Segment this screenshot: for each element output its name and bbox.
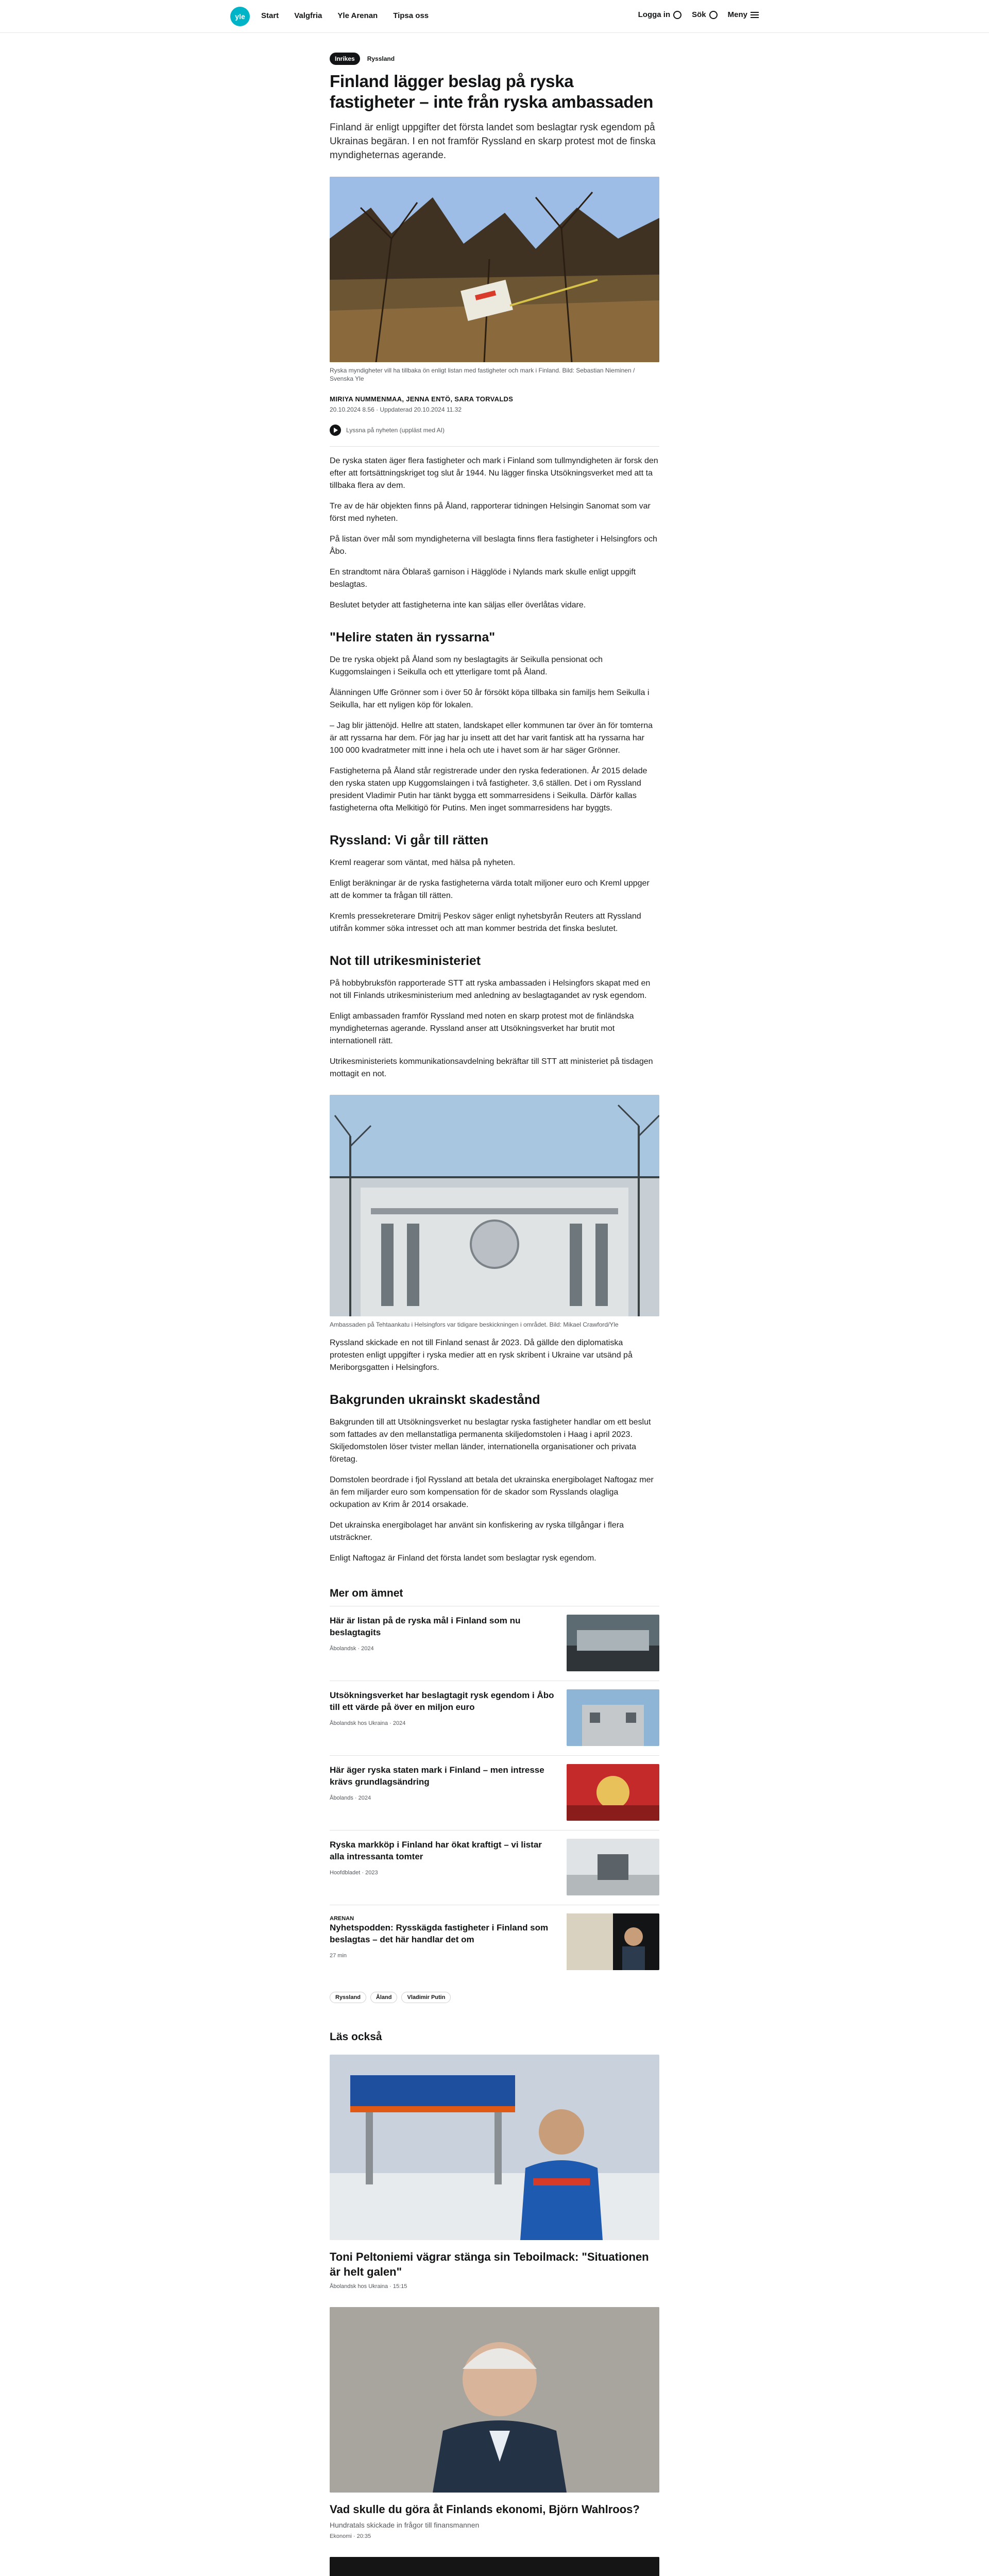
body-paragraph: Enligt Naftogaz är Finland det första landet som beslagtar rysk egendom. (330, 1554, 596, 1563)
body-paragraph: De ryska staten äger flera fastigheter och mark i Finland som tullmyndigheten är forsk den efter att fortsättningskriget tog slut år 1944. Nu lägger finska Utsökningsverket med att ta tillbaka flera av dem. (330, 456, 658, 490)
body-paragraph: Utrikesministeriets kommunikationsavdelning bekräftar till STT att ministeriet på tisdagen mottagit en not. (330, 1057, 653, 1078)
tag-inrikes[interactable]: Inrikes (330, 53, 360, 65)
hero-image (330, 177, 659, 362)
body-paragraph: Beslutet betyder att fastigheterna inte kan säljas eller överlåtas vidare. (330, 601, 586, 609)
more-item-meta: Åbolandsk · 2024 (330, 1646, 374, 1652)
more-item-title[interactable]: Ryska markköp i Finland har ökat kraftigt – vi listar alla intressanta tomter (330, 1840, 542, 1861)
listen-label: Lyssna på nyheten (uppläst med AI) (346, 427, 445, 434)
nav-valgfria[interactable]: Valgfria (294, 11, 322, 20)
more-item-title[interactable]: Här äger ryska staten mark i Finland – men intresse krävs grundlagsändring (330, 1765, 544, 1787)
subheading: "Helire staten än ryssarna" (330, 630, 496, 645)
body-paragraph: Ålänningen Uffe Grönner som i över 50 år försökt köpa tillbaka sin familjs hem Seikulla i Seikulla, har ett nyligen köp för lokalen. (330, 688, 650, 709)
body-paragraph: Fastigheterna på Åland står registrerade under den ryska federationen. År 2015 delade den ryska staten upp Kuggomslaingen i två fastigheter. 3,6 ställen. Det i om Ryssland president Vladimir Putin har tänkt bygga ett sommarresidens i Seikulla. Därför kallas fastigheterna ofta Melkitigö för Putins. Men inget sommarresidens har byggts. (330, 767, 647, 812)
more-item-image[interactable] (567, 1839, 659, 1895)
hero-caption: Ryska myndigheter vill ha tillbaka ön enligt listan med fastigheter och mark i Finland. Bild: Sebastian Nieminen / Svenska Yle (330, 367, 635, 382)
body-paragraph: På hobbybruksfön rapporterade STT att ryska ambassaden i Helsingfors skapat med en not till Finlands utrikesministerium med anledning av beslagtagandet av rysk egendom. (330, 979, 651, 1000)
subheading: Bakgrunden ukrainskt skadestånd (330, 1393, 540, 1407)
body-paragraph: Enligt ambassaden framför Ryssland med noten en skarp protest mot de finländska myndigheternas agerande. Ryssland anser att Utsökningsverket har brutit mot internationell rätt. (330, 1012, 634, 1045)
user-icon (673, 11, 681, 19)
big-card[interactable] (330, 2557, 659, 2576)
big-card[interactable] (330, 2055, 659, 2290)
hamburger-icon (751, 12, 759, 18)
divider (330, 446, 659, 447)
big-card-image[interactable] (330, 2557, 659, 2576)
body-paragraph: Tre av de här objekten finns på Åland, rapporterar tidningen Helsingin Sanomat som var först med nyheten. (330, 502, 651, 523)
more-item-meta: Hoofdbladet · 2023 (330, 1870, 378, 1876)
subheading: Ryssland: Vi går till rätten (330, 833, 488, 848)
article-dates: 20.10.2024 8.56 · Uppdaterad 20.10.2024 11.32 (330, 406, 462, 413)
body-paragraph: Det ukrainska energibolaget har använt sin konfiskering av ryska tillgångar i flera utsträckner. (330, 1521, 624, 1542)
chip-aland[interactable]: Åland (370, 1992, 398, 2003)
listen-button[interactable] (330, 425, 659, 436)
areena-item[interactable] (330, 1905, 659, 1979)
header-actions (638, 10, 759, 19)
more-section-title: Mer om ämnet (330, 1587, 403, 1599)
big-card-image[interactable] (330, 2307, 659, 2493)
embassy-image (330, 1095, 659, 1316)
big-card-image[interactable] (330, 2055, 659, 2240)
big-card-meta: Åbolandsk hos Ukraina · 15:15 (330, 2283, 407, 2290)
topic-chips (330, 1992, 659, 2003)
big-card[interactable] (330, 2307, 659, 2539)
big-card-meta: Ekonomi · 20:35 (330, 2533, 371, 2539)
article-title: Finland lägger beslag på ryska fastigheter – inte från ryska ambassaden (330, 72, 654, 111)
search-button[interactable]: Sök (692, 10, 718, 19)
body-paragraph: Enligt beräkningar är de ryska fastigheterna värda totalt miljoner euro och Kreml uppger att de kommer ta frågan till rätten. (330, 879, 650, 900)
article-authors[interactable]: MIRIYA NUMMENMAA, JENNA ENTÖ, SARA TORVALDS (330, 395, 514, 403)
nav-tipsa[interactable]: Tipsa oss (393, 11, 429, 20)
big-card-title[interactable]: Toni Peltoniemi vägrar stänga sin Teboilmack: "Situationen är helt galen" (330, 2250, 649, 2278)
body-paragraph: På listan över mål som myndigheterna vill beslagta finns flera fastigheter i Helsingfors och Åbo. (330, 535, 657, 556)
more-item[interactable] (330, 1830, 659, 1905)
more-item[interactable] (330, 1681, 659, 1755)
login-button[interactable]: Logga in (638, 10, 682, 19)
yle-logo[interactable]: yle (230, 7, 250, 26)
main-nav (261, 11, 429, 20)
chip-putin[interactable]: Vladimir Putin (401, 1992, 451, 2003)
nav-arenan[interactable]: Yle Arenan (337, 11, 378, 20)
body-paragraph: En strandtomt nära Öblaraš garnison i Hägglöde i Nylands mark skulle enligt uppgift beslagtas. (330, 568, 636, 589)
article-tags (330, 53, 659, 65)
play-icon (330, 425, 341, 436)
menu-button[interactable]: Meny (728, 10, 759, 19)
more-item[interactable] (330, 1606, 659, 1681)
big-card-subtitle: Hundratals skickade in frågor till finansmannen (330, 2521, 480, 2529)
tag-ryssland[interactable]: Ryssland (367, 55, 395, 62)
subheading: Not till utrikesministeriet (330, 954, 481, 968)
chip-ryssland[interactable]: Ryssland (330, 1992, 366, 2003)
body-paragraph: Ryssland skickade en not till Finland senast år 2023. Då gällde den diplomatiska protesten enligt uppgifter i ryska medier att en rysk skribent i Ukraine var utsänd på Meriborgsgatten i Helsingfors. (330, 1338, 633, 1372)
areena-label: ARENAN (330, 1916, 354, 1922)
more-item[interactable] (330, 1755, 659, 1830)
more-item-image[interactable] (567, 1764, 659, 1821)
body-paragraph: Bakgrunden till att Utsökningsverket nu beslagtar ryska fastigheter handlar om ett beslut som fattades av den mellanstatliga permanenta skiljedomstolen i Haag i april 2023. Skiljedomstolen löser tvister mellan länder, internationella organisationer och privata företag. (330, 1418, 651, 1464)
search-icon (709, 11, 718, 19)
also-section-title: Läs också (330, 2031, 382, 2043)
body-paragraph: Kreml reagerar som väntat, med hälsa på nyheten. (330, 858, 516, 867)
body-paragraph: Domstolen beordrade i fjol Ryssland att betala det ukrainska energibolaget Naftogaz mer än fem miljarder euro som kompensation för de skador som Rysslands olagliga ockupation av Krim år 2014 orsakade. (330, 1476, 654, 1509)
body-paragraph: – Jag blir jättenöjd. Hellre att staten, landskapet eller kommunen tar över än för tomterna är att ryssarna har dem. För jag har ju insett att det har varit fantisk att ha ryssarna har 100 000 kvadratmeter mitt inne i hela och ute i havet som är har säger Grönner. (330, 721, 653, 755)
body-paragraph: De tre ryska objekt på Åland som ny beslagtagits är Seikulla pensionat och Kuggomslaingen i Seikulla och ett ytterligare tomt på Åland. (330, 655, 603, 676)
more-item-meta: Åbolandsk hos Ukraina · 2024 (330, 1720, 406, 1726)
embassy-caption: Ambassaden på Tehtaankatu i Helsingfors var tidigare beskickningen i området. Bild: Mikael Crawford/Yle (330, 1321, 619, 1328)
article-main (330, 33, 659, 2576)
big-card-title[interactable]: Vad skulle du göra åt Finlands ekonomi, Björn Wahlroos? (330, 2503, 640, 2516)
more-item-title[interactable]: Här är listan på de ryska mål i Finland som nu beslagtagits (330, 1616, 521, 1637)
article-lead: Finland är enligt uppgifter det första landet som beslagtar rysk egendom på Ukrainas begäran. I en not framför Ryssland en skarp protest mot de finska myndigheternas agerande. (330, 122, 656, 161)
areena-duration: 27 min (330, 1953, 347, 1959)
more-item-title[interactable]: Utsökningsverket har beslagtagit rysk egendom i Åbo till ett värde på över en miljon euro (330, 1690, 554, 1712)
areena-image[interactable] (567, 1913, 659, 1970)
more-list (330, 1606, 659, 1979)
areena-title[interactable]: Nyhetspodden: Rysskägda fastigheter i Finland som beslagtas – det här handlar det om (330, 1923, 549, 1944)
body-paragraph: Kremls pressekreterare Dmitrij Peskov säger enligt nyhetsbyrån Reuters att Ryssland utifrån kommer söka intresset och att man kommer bestrida det finska beslutet. (330, 912, 641, 933)
more-item-image[interactable] (567, 1689, 659, 1746)
nav-start[interactable]: Start (261, 11, 279, 20)
more-item-meta: Åbolands · 2024 (330, 1795, 371, 1801)
more-item-image[interactable] (567, 1615, 659, 1671)
site-header (0, 0, 989, 33)
